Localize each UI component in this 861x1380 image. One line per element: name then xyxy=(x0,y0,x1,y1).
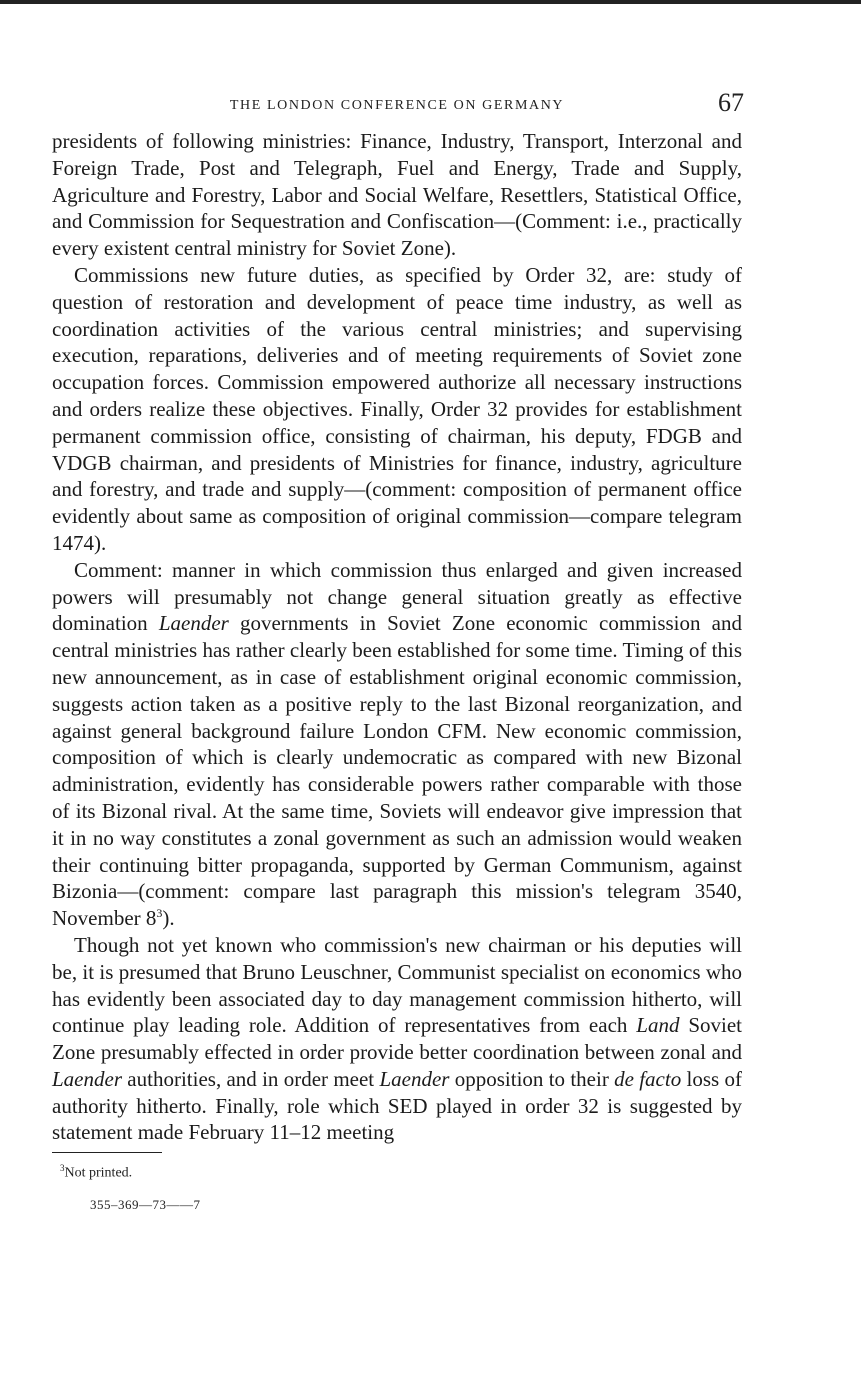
body-text xyxy=(52,128,742,1146)
paragraph-4-text-c: authorities, and in order meet xyxy=(122,1066,380,1091)
paragraph-4-italic-land: Land xyxy=(636,1013,680,1038)
paragraph-3-italic-laender: Laender xyxy=(158,611,229,636)
paragraph-4 xyxy=(52,932,742,1146)
paragraph-3 xyxy=(52,557,742,932)
paragraph-4-italic-de-facto: de facto xyxy=(614,1066,682,1091)
running-title: THE LONDON CONFERENCE ON GERMANY xyxy=(229,98,565,113)
footnote-rule xyxy=(52,1152,162,1153)
footnote-text: Not printed. xyxy=(64,1165,133,1181)
paragraph-3-text-a: Comment: manner in which commission thus enlarged and given increased powers will presumably not change general situation greatly as effective domination xyxy=(52,557,742,636)
paragraph-4-text-d: opposition to their xyxy=(449,1066,615,1091)
page-top-edge xyxy=(0,0,861,4)
paragraph-4-text-b: Soviet Zone presumably effected in order provide better coordination between zonal and xyxy=(52,1013,742,1065)
footnote-marker: 3 xyxy=(60,1163,65,1174)
paragraph-1: presidents of following ministries: Finance, Industry, Transport, Interzonal and Foreign Trade, Post and Telegraph, Fuel and Energy, Trade and Supply, Agriculture and Forestry, Labor and Social Welfare, Resettlers, Statistical Office, and Commission for Sequestration and Confiscation—(Comment: i.e., practically every existent central ministry for Soviet Zone). xyxy=(52,129,742,261)
print-code: 355–369—73——7 xyxy=(90,1196,201,1212)
paragraph-4-text-e: loss of authority hitherto. Finally, role which SED played in order 32 is suggested by statement made February 11–12 meeting xyxy=(52,1066,742,1145)
paragraph-2: Commissions new future duties, as specified by Order 32, are: study of question of restoration and development of peace time industry, as well as coordination activities of the various central ministries; and supervising execution, reparations, deliveries and of meeting requirements of Soviet zone occupation forces. Commission empowered authorize all necessary instructions and orders realize these objectives. Finally, Order 32 provides for establishment permanent commission office, consisting of chairman, his deputy, FDGB and VDGB chairman, and presidents of Ministries for finance, industry, agriculture and forestry, and trade and supply—(comment: composition of permanent office evidently about same as composition of original commission—compare telegram 1474). xyxy=(52,262,742,555)
paragraph-3-text-b: governments in Soviet Zone economic commission and central ministries has rather clearly been established for some time. Timing of this new announcement, as in case of establishment original economic commission, suggests action taken as a positive reply to the last Bizonal reorganization, and against general background failure London CFM. New economic commission, composition of which is clearly undemocratic as compared with new Bizonal administration, evidently has considerable powers rather comparable with those of its Bizonal rival. At the same time, Soviets will endeavor give impression that it in no way constitutes a zonal government as such an admission would weaken their continuing bitter propaganda, supported by German Communism, against Bizonia—(comment: compare last paragraph this mission's telegram 3540, November 8 xyxy=(52,611,742,931)
running-header xyxy=(52,88,742,128)
paragraph-3-text-end: ). xyxy=(162,906,175,931)
footnote-reference: 3 xyxy=(156,906,163,921)
paragraph-4-italic-laender-1: Laender xyxy=(52,1066,122,1091)
document-page xyxy=(52,88,742,1213)
paragraph-4-text-a: Though not yet known who commission's new chairman or his deputies will be, it is presumed that Bruno Leuschner, Communist specialist on economics who has evidently been associated day to day management commission hitherto, will continue play leading role. Addition of representatives from each xyxy=(52,932,742,1038)
page-number: 67 xyxy=(718,88,744,117)
paragraph-4-italic-laender-2: Laender xyxy=(379,1066,450,1091)
footnote xyxy=(52,1159,742,1183)
